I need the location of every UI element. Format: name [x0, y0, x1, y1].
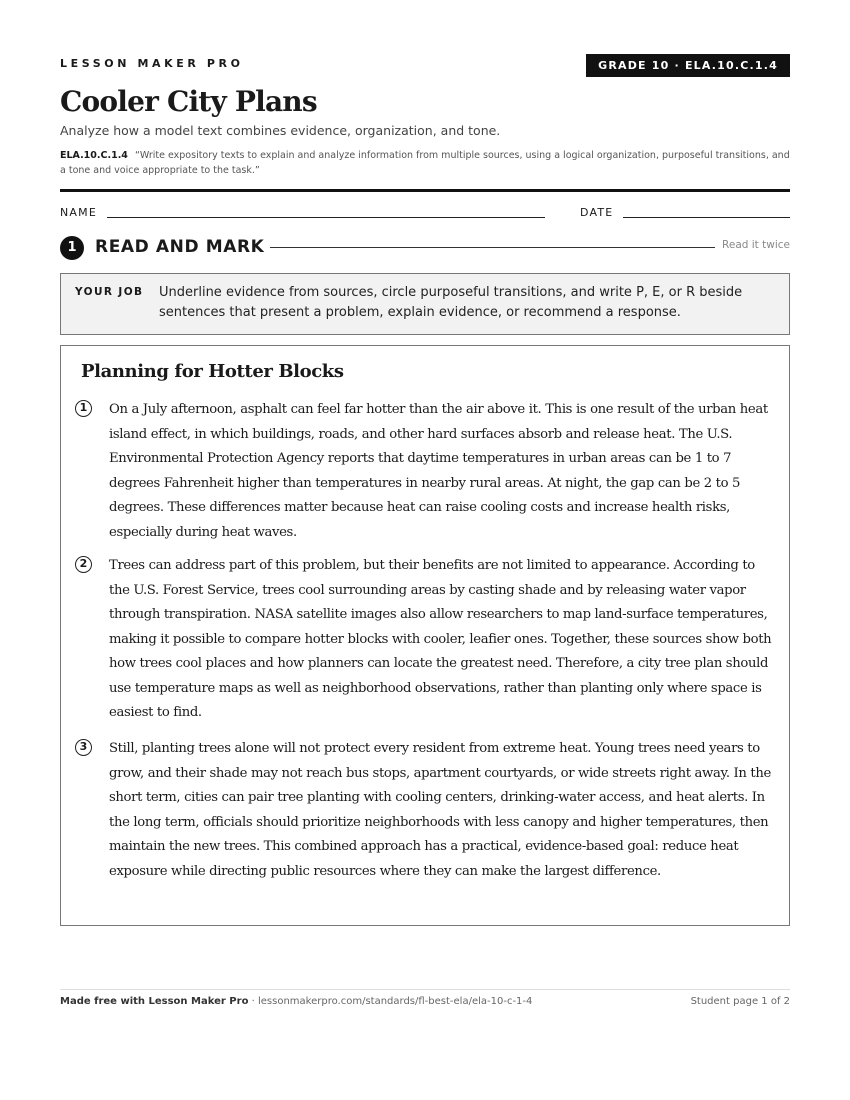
- your-job-label: YOUR JOB: [75, 286, 144, 298]
- footer-url[interactable]: lessonmakerpro.com/standards/fl-best-ela/ela-10-c-1-4: [257, 996, 533, 1007]
- standard-text: “Write expository texts to explain and analyze information from multiple sources, using a logical organization, purposeful transitions, and a tone and voice appropriate to the task.”: [60, 150, 790, 176]
- paragraph-text: Still, planting trees alone will not protect every resident from extreme heat. Young trees need years to grow, and their shade may not reach bus stops, apartment courtyards, or wide streets right away. In the short term, cities can pair tree planting with cooling centers, drinking-water access, and heat alerts. In the long term, officials should prioritize neighborhoods with less canopy and higher temperatures, then maintain the new trees. This combined approach has a practical, evidence-based goal: reduce heat exposure while directing public resources where they can make the largest difference.: [109, 741, 771, 879]
- section-header: [60, 235, 790, 259]
- header-divider: [60, 189, 790, 192]
- date-label: DATE: [580, 206, 614, 219]
- section-number-badge: 1: [60, 236, 84, 260]
- standard-description: [60, 148, 790, 178]
- standard-code: ELA.10.C.1.4: [60, 150, 128, 161]
- paragraph-number-badge: 1: [75, 400, 92, 417]
- grade-badge: GRADE 10 · ELA.10.C.1.4: [586, 54, 790, 77]
- paragraph-text: On a July afternoon, asphalt can feel far hotter than the air above it. This is one result of the urban heat island effect, in which buildings, roads, and other hard surfaces absorb and release heat. The U.S. Environmental Protection Agency reports that daytime temperatures in urban areas can be 1 to 7 degrees Fahrenheit higher than temperatures in nearby rural areas. At night, the gap can be 2 to 5 degrees. These differences matter because heat can raise cooling costs and increase health risks, especially during heat waves.: [109, 402, 768, 540]
- section-note: Read it twice: [722, 239, 790, 251]
- footer-separator: ·: [248, 996, 258, 1007]
- footer-credit: [60, 996, 532, 1007]
- your-job-text: Underline evidence from sources, circle purposeful transitions, and write P, E, or R beside sentences that present a problem, explain evidence, or recommend a response.: [159, 285, 743, 320]
- your-job-box: [60, 273, 790, 335]
- footer-divider: [60, 989, 790, 990]
- paragraph-number-badge: 2: [75, 556, 92, 573]
- date-field[interactable]: [623, 217, 790, 218]
- name-field[interactable]: [107, 217, 545, 218]
- footer-page-number: Student page 1 of 2: [690, 996, 790, 1007]
- brand-name: LESSON MAKER PRO: [60, 57, 244, 70]
- paragraph-number-badge: 3: [75, 739, 92, 756]
- worksheet-subtitle: Analyze how a model text combines evidence, organization, and tone.: [60, 123, 501, 138]
- section-divider: [270, 247, 715, 248]
- paragraph-text: Trees can address part of this problem, but their benefits are not limited to appearance. According to the U.S. Forest Service, trees cool surrounding areas by casting shade and by releasing water vapor through transpiration. NASA satellite images also allow researchers to map land-surface temperatures, making it possible to compare hotter blocks with cooler, leafier ones. Together, these sources show both how trees cool places and how planners can locate the greatest need. Therefore, a city tree plan should use temperature maps as well as neighborhood observations, rather than planting only where space is easiest to find.: [109, 558, 772, 720]
- passage-title: Planning for Hotter Blocks: [81, 361, 344, 382]
- reading-passage: [60, 345, 790, 926]
- name-date-row: [60, 205, 790, 221]
- worksheet-title: Cooler City Plans: [60, 85, 317, 118]
- name-label: NAME: [60, 206, 97, 219]
- footer-made-with: Made free with Lesson Maker Pro: [60, 996, 249, 1007]
- section-title: READ AND MARK: [95, 237, 265, 257]
